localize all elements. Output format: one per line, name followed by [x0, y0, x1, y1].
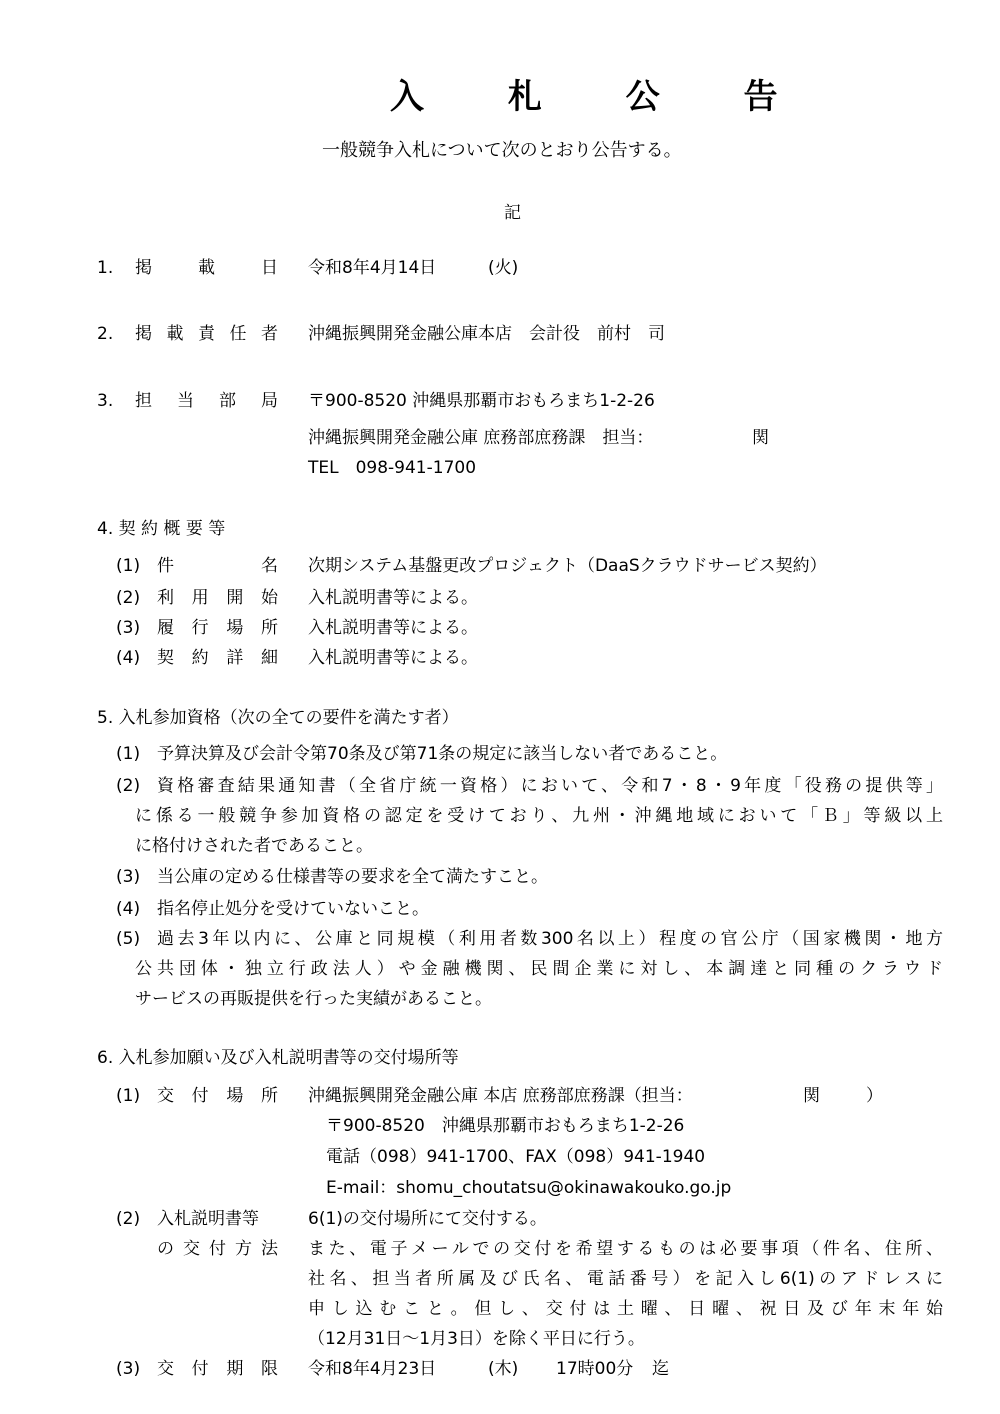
department-phone: TEL 098-941-1700: [308, 458, 477, 478]
s6-item-2-label-line-2: の 交 付 方 法: [157, 1239, 278, 1259]
s6-item-3-label: 交 付 期 限: [157, 1359, 278, 1379]
section-1-number: 1.: [97, 258, 114, 278]
ki-mark: 記: [504, 203, 521, 223]
section-3-number: 3.: [97, 391, 114, 411]
publication-responsible: 沖縄振興開発金融公庫本店 会計役 前村 司: [308, 324, 665, 344]
s5-item-2-line: 資格審査結果通知書（全省庁統一資格）において、令和7・8・9年度「役務の提供等」: [157, 776, 943, 796]
s5-item-1-number: (1): [116, 744, 141, 764]
s5-item-5-line: 公共団体・独立行政法人）や金融機関、民間企業に対し、本調達と同種のクラウド: [135, 959, 943, 979]
s6-office-name-close: ）: [866, 1086, 883, 1106]
department-name: 沖縄振興開発金融公庫 庶務部庶務課 担当：: [308, 428, 654, 448]
s4-item-1-number: (1): [116, 556, 141, 576]
s5-item-2-line: に係る一般競争参加資格の認定を受けており、九州・沖縄地域において「Ｂ」等級以上: [135, 806, 943, 826]
deadline-until: 迄: [652, 1359, 669, 1379]
s6-item-2-number: (2): [116, 1209, 141, 1229]
s5-item-3-number: (3): [116, 867, 141, 887]
s5-item-4-line: 指名停止処分を受けていないこと。: [157, 899, 429, 919]
s6-item-2-line: （12月31日～1月3日）を除く平日に行う。: [308, 1329, 645, 1349]
s4-item-3-number: (3): [116, 618, 141, 638]
s6-office-phone-fax: 電話（098）941-1700、FAX（098）941-1940: [326, 1147, 706, 1167]
section-3-label: 担 当 部 局: [135, 391, 278, 411]
s4-item-2-value: 入札説明書等による。: [308, 588, 478, 608]
s6-item-3-number: (3): [116, 1359, 141, 1379]
s6-office-name: 沖縄振興開発金融公庫 本店 庶務部庶務課（担当：: [308, 1086, 693, 1106]
s4-item-3-label: 履 行 場 所: [157, 618, 278, 638]
s4-item-4-number: (4): [116, 648, 141, 668]
s5-item-5-line: サービスの再販提供を行った実績があること。: [135, 989, 492, 1009]
s5-item-3-line: 当公庫の定める仕様書等の要求を全て満たすこと。: [157, 867, 548, 887]
s5-item-2-number: (2): [116, 776, 141, 796]
section-5-heading: 5. 入札参加資格（次の全ての要件を満たす者）: [97, 708, 459, 728]
s5-item-5-line: 過去3年以内に、公庫と同規模（利用者数300名以上）程度の官公庁（国家機関・地方: [157, 929, 943, 949]
s5-item-1-line: 予算決算及び会計令第70条及び第71条の規定に該当しない者であること。: [157, 744, 728, 764]
s4-item-3-value: 入札説明書等による。: [308, 618, 478, 638]
s4-item-4-value: 入札説明書等による。: [308, 648, 478, 668]
publication-date: 令和8年4月14日: [308, 258, 437, 278]
s6-item-2-line: 申し込むこと。但し、交付は土曜、日曜、祝日及び年末年始: [308, 1299, 943, 1319]
section-2-number: 2.: [97, 324, 114, 344]
section-6-heading: 6. 入札参加願い及び入札説明書等の交付場所等: [97, 1048, 459, 1068]
s6-item-2-line: また、電子メールでの交付を希望するものは必要事項（件名、住所、: [308, 1239, 943, 1259]
s6-office-address: 〒900-8520 沖縄県那覇市おもろまち1-2-26: [326, 1116, 685, 1136]
s6-item-2-line: 6(1)の交付場所にて交付する。: [308, 1209, 547, 1229]
page-title: 入 札 公 告: [390, 77, 814, 117]
s6-office-email: E-mail：shomu_choutatsu@okinawakouko.go.jp: [326, 1178, 732, 1198]
s4-item-1-label: 件 名: [157, 556, 278, 576]
s6-item-2-line: 社名、担当者所属及び氏名、電話番号）を記入し6(1)のアドレスに: [308, 1269, 943, 1289]
s6-contact-person: 関: [803, 1086, 820, 1106]
section-2-label: 掲 載 責 任 者: [135, 324, 278, 344]
s6-item-1-number: (1): [116, 1086, 141, 1106]
department-contact-person: 関: [752, 428, 769, 448]
s4-item-2-number: (2): [116, 588, 141, 608]
s6-item-1-label: 交 付 場 所: [157, 1086, 278, 1106]
s5-item-2-line: に格付けされた者であること。: [135, 836, 373, 856]
s4-item-1-value: 次期システム基盤更改プロジェクト（DaaSクラウドサービス契約）: [308, 556, 827, 576]
section-1-label: 掲 載 日: [135, 258, 278, 278]
section-4-heading: 4. 契 約 概 要 等: [97, 519, 226, 539]
deadline-weekday: (木): [488, 1359, 519, 1379]
s6-item-2-label-line-1: 入札説明書等: [157, 1209, 259, 1229]
s5-item-5-number: (5): [116, 929, 141, 949]
s4-item-4-label: 契 約 詳 細: [157, 648, 278, 668]
s5-item-4-number: (4): [116, 899, 141, 919]
s4-item-2-label: 利 用 開 始: [157, 588, 278, 608]
department-address: 〒900-8520 沖縄県那覇市おもろまち1-2-26: [308, 391, 655, 411]
deadline-time: 17時00分: [556, 1359, 634, 1379]
publication-weekday: (火): [488, 258, 519, 278]
intro-text: 一般競争入札について次のとおり公告する。: [322, 140, 682, 161]
deadline-date: 令和8年4月23日: [308, 1359, 437, 1379]
